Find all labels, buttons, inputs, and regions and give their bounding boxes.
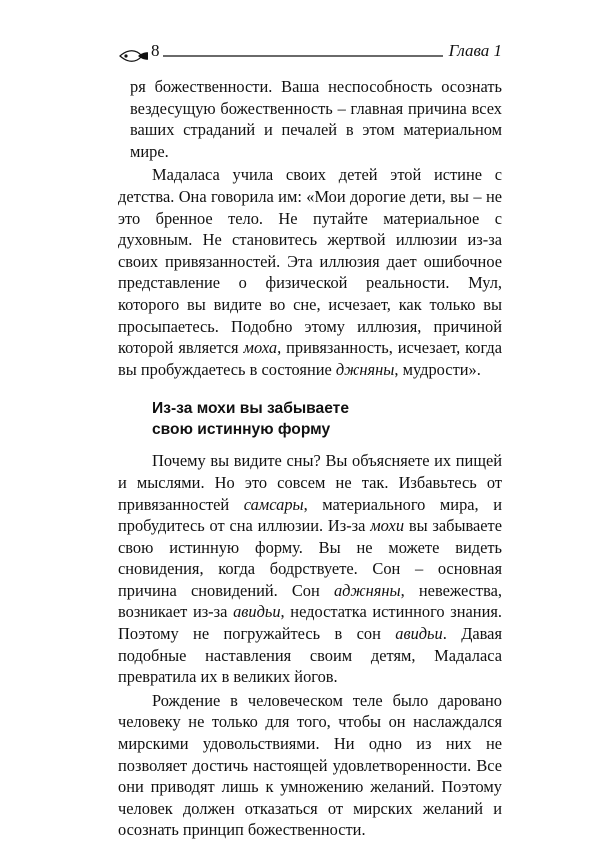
section-heading-line-2: свою истинную форму <box>152 420 331 438</box>
term-samsara: самсары <box>243 494 304 514</box>
term-djnyana: джняны <box>335 359 395 379</box>
paragraph-3 <box>118 450 502 688</box>
paragraph-3-text-e: , недостатка истинного знания. Поэтому не погружайтесь в сон <box>118 602 502 644</box>
running-header <box>118 41 502 65</box>
term-adjnyana: аджняны <box>333 580 401 600</box>
paragraph-4: Рождение в человеческом теле было даровано человеку не только для того, чтобы он наслаждался мирскими удовольствиями. Ни одно из них не позволяет достичь настоящей удовлетворенности. Все они приводят лишь к умножению желаний. Поэтому человек должен отказаться от мирских желаний и осознать принцип божественности. <box>118 690 502 840</box>
term-avidya: авидьи <box>233 602 281 622</box>
section-heading <box>118 399 502 440</box>
paragraph-3-text-b: , материального мира, и пробудитесь от сна иллюзии. Из-за <box>118 494 502 536</box>
paragraph-3-text-a: Почему вы видите сны? Вы объясняете их пищей и мыслями. Но это совсем не так. Избавьтесь от привязанностей <box>118 451 502 514</box>
paragraph-2-text-b: , привязанность, исчезает, когда вы пробуждаетесь в состояние <box>118 338 503 379</box>
paragraph-3-text-d: , невежества, возникает из-за <box>118 580 502 622</box>
term-moha: моха <box>243 338 278 358</box>
paragraph-2-text-c: , мудрости». <box>394 359 481 379</box>
term-mohi: мохи <box>370 516 405 536</box>
chapter-title: Глава 1 <box>443 41 502 61</box>
paragraph-3-text-f: . Давая подобные наставления своим детям, Мадаласа превратила их в великих йогов. <box>118 624 502 687</box>
page-number: 8 <box>148 41 163 61</box>
section-heading-line-1: Из-за мохи вы забываете <box>152 400 349 418</box>
paragraph-3-text-c: вы забываете свою истинную форму. Вы не можете видеть сновидения, когда бодрствуете. Сон – основная причина сновидений. Сон <box>118 516 502 600</box>
paragraph-2-text-a: Мадаласа учила своих детей этой истине с детства. Она говорила им: «Мои дорогие дети, вы – не это бренное тело. Не путайте материальное с духовным. Не становитесь жертвой иллюзии из-за своих привязанностей. Эта иллюзия дает ошибочное представление о физической реальности. Мул, которого вы видите во сне, исчезает, как только вы просыпаетесь. Подобно этому иллюзия, причиной которой является <box>118 165 502 358</box>
body-text <box>118 76 502 841</box>
paragraph-1: ря божественности. Ваша неспособность осознать вездесущую божественность – главная причина всех ваших страданий и печалей в этом материальном мире. <box>130 77 502 161</box>
term-avidya-2: авидьи <box>395 624 443 644</box>
paragraph-2 <box>118 164 502 380</box>
